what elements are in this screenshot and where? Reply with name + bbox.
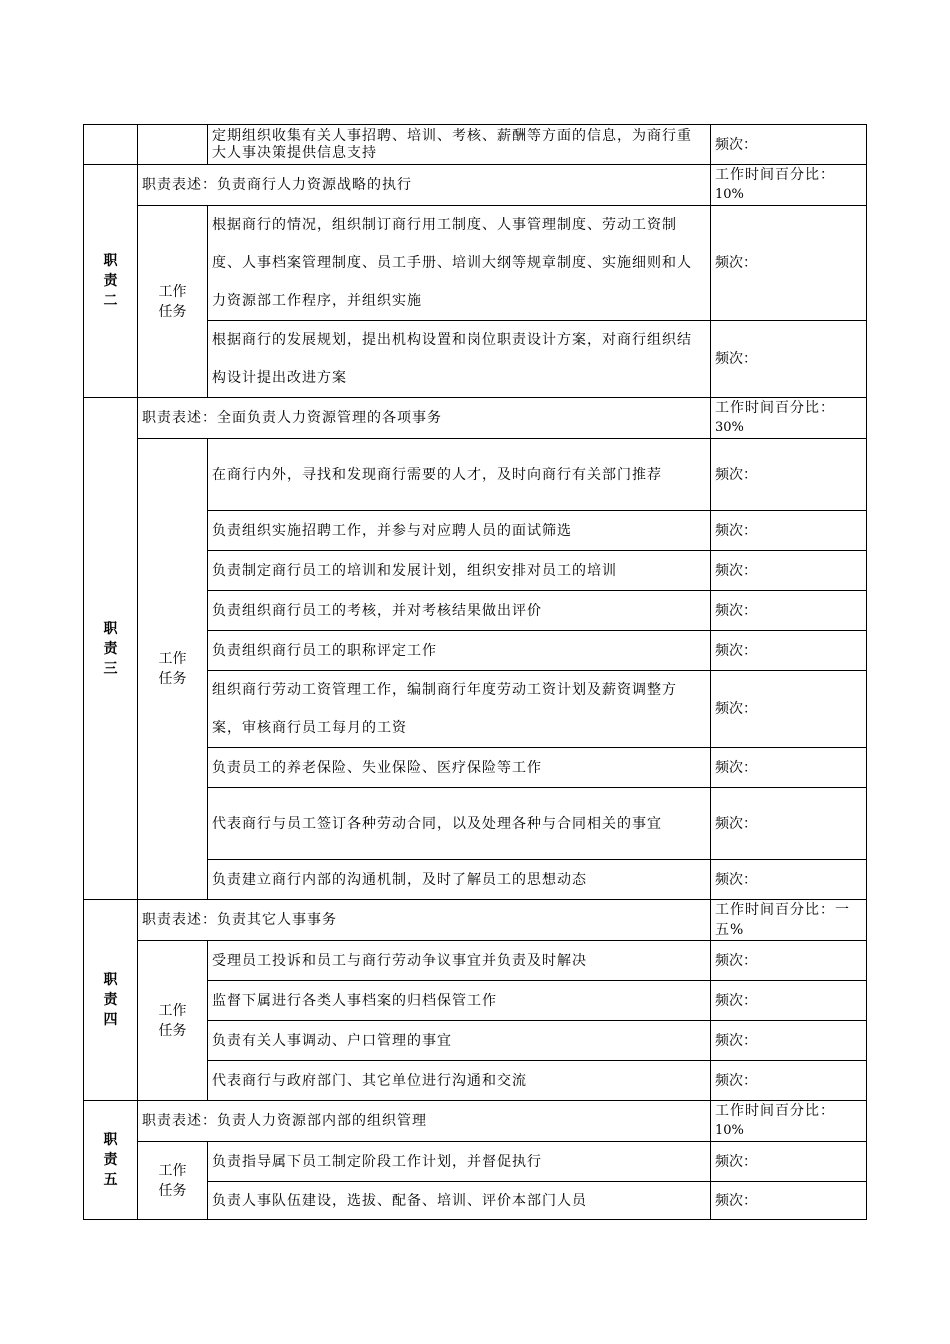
section-title: 职责五 — [84, 1101, 138, 1220]
table-row — [84, 206, 867, 321]
frequency-cell: 频次： — [711, 206, 867, 321]
duty-description: 职责表述：全面负责人力资源管理的各项事务 — [138, 398, 711, 439]
frequency-cell: 频次： — [711, 860, 867, 900]
task-text: 负责员工的养老保险、失业保险、医疗保险等工作 — [208, 748, 711, 788]
task-text: 负责人事队伍建设，选拔、配备、培训、评价本部门人员 — [208, 1182, 711, 1220]
time-percentage-cell: 工作时间百分比： 10% — [711, 165, 867, 206]
task-text: 负责组织商行员工的职称评定工作 — [208, 631, 711, 671]
section-title-cell — [84, 125, 138, 165]
task-text: 代表商行与员工签订各种劳动合同，以及处理各种与合同相关的事宜 — [208, 788, 711, 860]
frequency-cell: 频次： — [711, 671, 867, 748]
task-text: 负责指导属下员工制定阶段工作计划，并督促执行 — [208, 1142, 711, 1182]
task-text: 受理员工投诉和员工与商行劳动争议事宜并负责及时解决 — [208, 941, 711, 981]
table-row — [84, 1101, 867, 1142]
frequency-cell: 频次： — [711, 748, 867, 788]
frequency-cell: 频次： — [711, 125, 867, 165]
task-text: 负责制定商行员工的培训和发展计划，组织安排对员工的培训 — [208, 551, 711, 591]
task-text: 在商行内外，寻找和发现商行需要的人才，及时向商行有关部门推荐 — [208, 439, 711, 511]
frequency-cell: 频次： — [711, 551, 867, 591]
duty-table — [83, 124, 867, 1220]
duty-description: 职责表述：负责商行人力资源战略的执行 — [138, 165, 711, 206]
task-label-cell — [138, 125, 208, 165]
task-text: 监督下属进行各类人事档案的归档保管工作 — [208, 981, 711, 1021]
time-percentage-cell: 工作时间百分比： 10% — [711, 1101, 867, 1142]
section-title: 职责四 — [84, 900, 138, 1101]
task-text: 负责组织实施招聘工作，并参与对应聘人员的面试筛选 — [208, 511, 711, 551]
frequency-cell: 频次： — [711, 631, 867, 671]
task-text: 代表商行与政府部门、其它单位进行沟通和交流 — [208, 1061, 711, 1101]
frequency-cell: 频次： — [711, 941, 867, 981]
frequency-cell: 频次： — [711, 439, 867, 511]
section-title: 职责三 — [84, 398, 138, 900]
task-text: 根据商行的发展规划，提出机构设置和岗位职责设计方案，对商行组织结构设计提出改进方案 — [208, 321, 711, 398]
duty-description: 职责表述：负责人力资源部内部的组织管理 — [138, 1101, 711, 1142]
time-percentage-cell: 工作时间百分比：一五% — [711, 900, 867, 941]
task-text: 定期组织收集有关人事招聘、培训、考核、薪酬等方面的信息，为商行重大人事决策提供信息支持 — [208, 125, 711, 165]
frequency-cell: 频次： — [711, 1021, 867, 1061]
table-row — [84, 900, 867, 941]
frequency-cell: 频次： — [711, 788, 867, 860]
frequency-cell: 频次： — [711, 1061, 867, 1101]
task-label: 工作任务 — [138, 206, 208, 398]
task-label: 工作任务 — [138, 439, 208, 900]
time-percentage-cell: 工作时间百分比： 30% — [711, 398, 867, 439]
frequency-cell: 频次： — [711, 511, 867, 551]
table-row — [84, 125, 867, 165]
frequency-cell: 频次： — [711, 591, 867, 631]
table-row — [84, 398, 867, 439]
task-label: 工作任务 — [138, 1142, 208, 1220]
table-row — [84, 439, 867, 511]
table-row — [84, 941, 867, 981]
frequency-cell: 频次： — [711, 981, 867, 1021]
table-row — [84, 1142, 867, 1182]
frequency-cell: 频次： — [711, 1142, 867, 1182]
table-row — [84, 165, 867, 206]
task-text: 组织商行劳动工资管理工作，编制商行年度劳动工资计划及薪资调整方案，审核商行员工每月的工资 — [208, 671, 711, 748]
frequency-cell: 频次： — [711, 321, 867, 398]
task-text: 负责组织商行员工的考核，并对考核结果做出评价 — [208, 591, 711, 631]
task-text: 负责有关人事调动、户口管理的事宜 — [208, 1021, 711, 1061]
duty-description: 职责表述：负责其它人事事务 — [138, 900, 711, 941]
frequency-cell: 频次： — [711, 1182, 867, 1220]
task-text: 根据商行的情况，组织制订商行用工制度、人事管理制度、劳动工资制度、人事档案管理制度、员工手册、培训大纲等规章制度、实施细则和人力资源部工作程序，并组织实施 — [208, 206, 711, 321]
task-label: 工作任务 — [138, 941, 208, 1101]
section-title: 职责二 — [84, 165, 138, 398]
task-text: 负责建立商行内部的沟通机制，及时了解员工的思想动态 — [208, 860, 711, 900]
